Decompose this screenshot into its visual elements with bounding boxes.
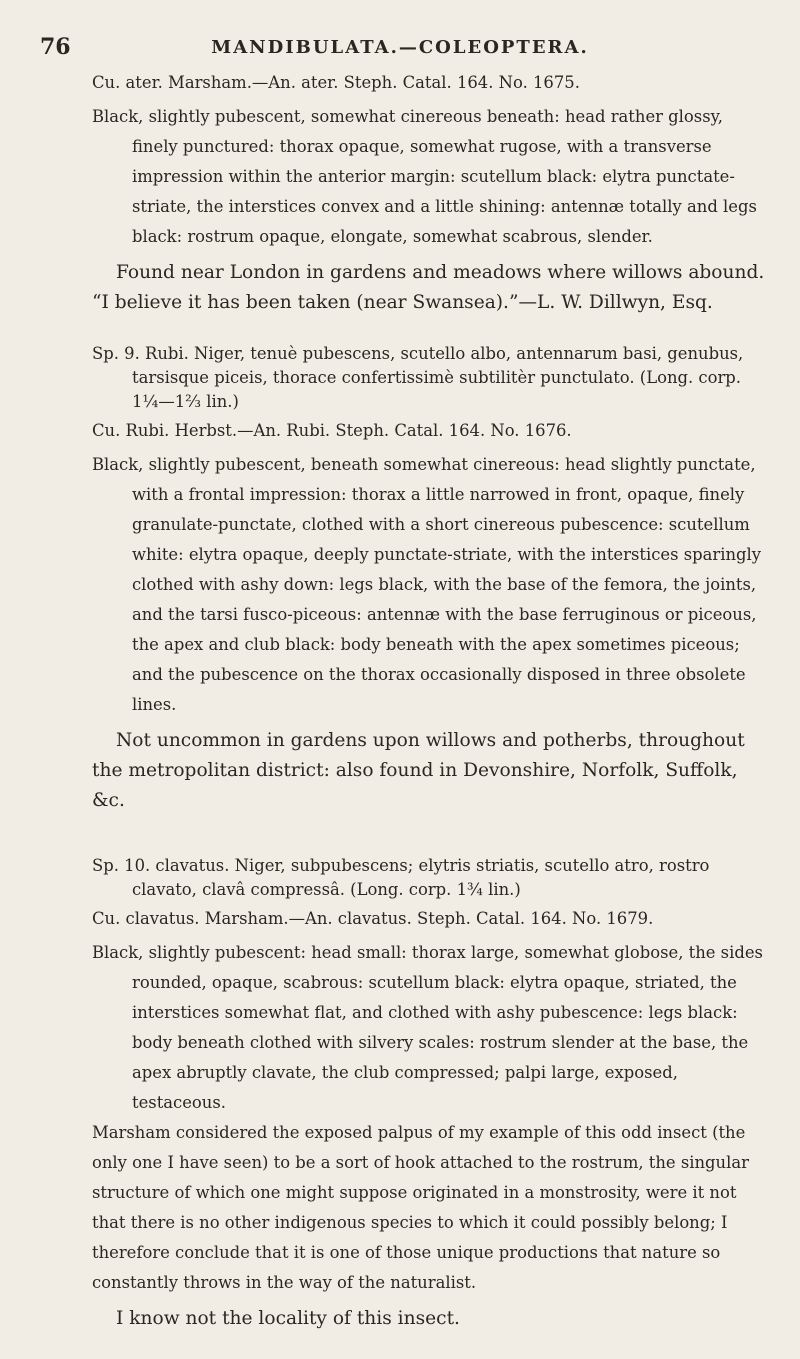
species-heading: Sp. 9. Rubi. Niger, tenuè pubescens, scutello albo, antennarum basi, genubus, tarsisque piceis, thorace confertissimè subtilitèr punctulato. (Long. corp. 1¼—1⅔ lin.) [92,344,744,411]
synonymy-line: Cu. ater. Marsham.—An. ater. Steph. Catal. 164. No. 1675. [92,73,580,92]
synonymy-line: Cu. clavatus. Marsham.—An. clavatus. Steph. Catal. 164. No. 1679. [92,909,654,928]
species-description: Black, slightly pubescent: head small: thorax large, somewhat globose, the sides rounded, opaque, scabrous: scutellum black: elytra opaque, striated, the interstices somewhat flat, and clothed with ashy pubescence: legs black: body beneath clothed with silvery scales: rostrum slender at the base, the apex abruptly clavate, the club compressed; palpi large, exposed, testaceous. [92,943,763,1112]
habitat-note: I know not the locality of this insect. [116,1308,460,1329]
synonymy-line: Cu. Rubi. Herbst.—An. Rubi. Steph. Catal. 164. No. 1676. [92,421,572,440]
habitat-note: Not uncommon in gardens upon willows and potherbs, throughout the metropolitan district: also found in Devonshire, Norfolk, Suffolk, &c. [92,730,745,811]
page-header [40,34,760,64]
running-title: MANDIBULATA.—COLEOPTERA. [211,37,589,58]
habitat-note: Found near London in gardens and meadows where willows abound. “I believe it has been taken (near Swansea).”—L. W. Dillwyn, Esq. [92,262,765,313]
page-number: 76 [40,34,71,60]
species-description: Black, slightly pubescent, beneath somewhat cinereous: head slightly punctate, with a frontal impression: thorax a little narrowed in front, opaque, finely granulate-punctate, clothed with a short cinereous pubescence: scutellum white: elytra opaque, deeply punctate-striate, with the interstices sparingly clothed with ashy down: legs black, with the base of the femora, the joints, and the tarsi fusco-piceous: antennæ with the base ferruginous or piceous, the apex and club black: body beneath with the apex sometimes piceous; and the pubescence on the thorax occasionally disposed in three obsolete lines. [92,455,762,714]
remark-paragraph: Marsham considered the exposed palpus of my example of this odd insect (the only one I have seen) to be a sort of hook attached to the rostrum, the singular structure of which one might suppose originated in a monstrosity, were it not that there is no other indigenous species to which it could possibly belong; I therefore conclude that it is one of those unique productions that nature so constantly throws in the way of the naturalist. [92,1123,749,1292]
page-body [92,72,766,1334]
species-heading: Sp. 10. clavatus. Niger, subpubescens; elytris striatis, scutello atro, rostro clavato, clavâ compressâ. (Long. corp. 1¾ lin.) [92,856,710,899]
species-description: Black, slightly pubescent, somewhat cinereous beneath: head rather glossy, finely punctured: thorax opaque, somewhat rugose, with a transverse impression within the anterior margin: scutellum black: elytra punctate-striate, the interstices convex and a little shining: antennæ totally and legs black: rostrum opaque, elongate, somewhat scabrous, slender. [92,107,757,246]
